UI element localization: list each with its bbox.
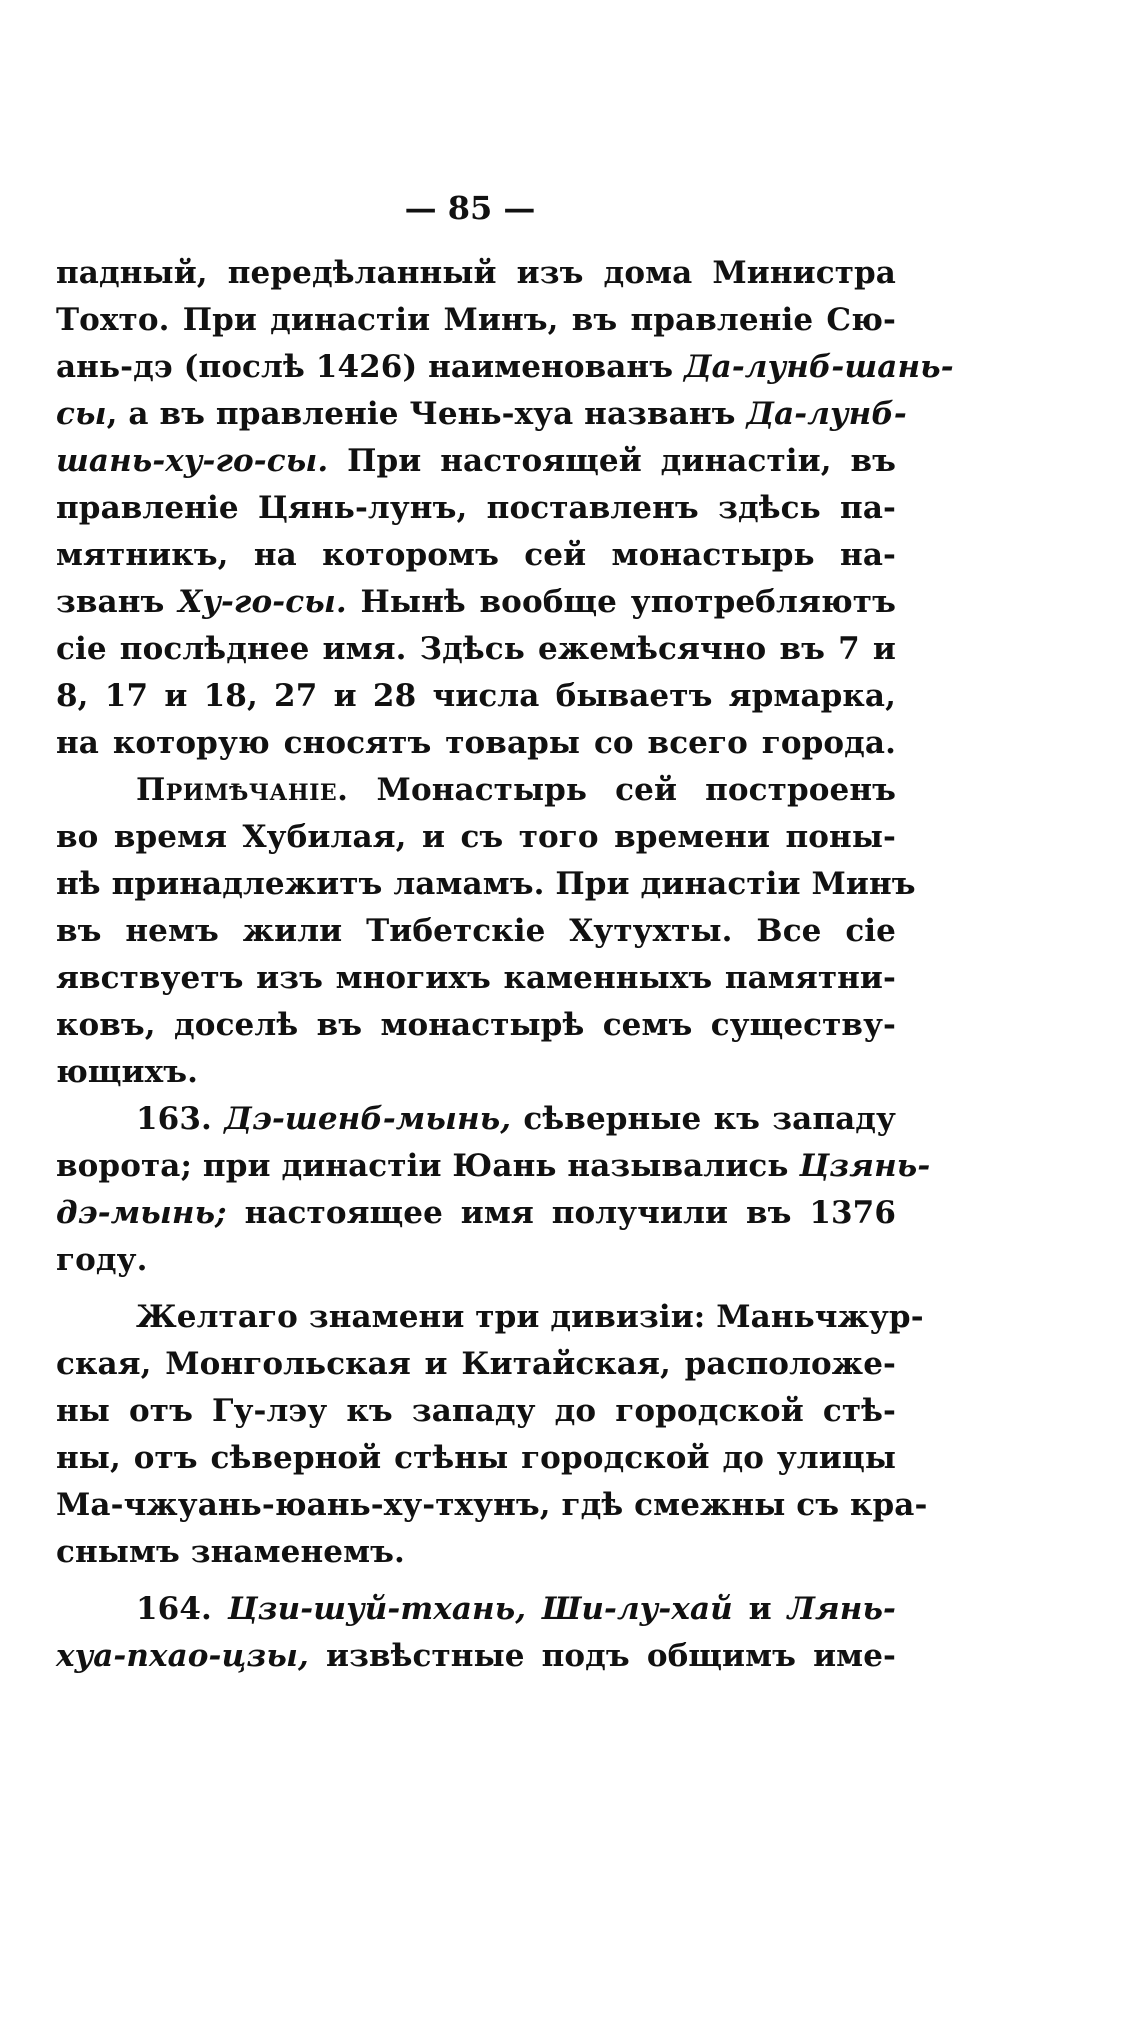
- text-fragment: и: [732, 1591, 788, 1627]
- text-line: Желтаго знамени три дивизіи: Маньчжур-: [136, 1299, 924, 1335]
- text-fragment: Монастырь сей построенъ: [348, 772, 896, 808]
- text-line: [56, 1586, 896, 1633]
- text-line: явствуетъ изъ многихъ каменныхъ памятни-: [56, 960, 896, 996]
- text-fragment: , а въ правленіе Чень-хуа названъ: [106, 396, 747, 432]
- text-fragment: настоящее имя получили въ 1376: [226, 1195, 896, 1231]
- paragraph-continuation: [56, 250, 954, 767]
- text-fragment: Нынѣ вообще употребляютъ: [346, 584, 896, 620]
- text-fragment: При настоящей династіи, въ: [328, 443, 896, 479]
- italic-name: Ху-го-сы.: [178, 584, 347, 620]
- text-line: [56, 579, 896, 626]
- text-line: [56, 1143, 931, 1190]
- italic-name: Цзянь-: [799, 1148, 931, 1184]
- text-line: нѣ принадлежитъ ламамъ. При династіи Минъ: [56, 866, 916, 902]
- text-line: на которую сносятъ товары со всего города.: [56, 725, 896, 761]
- italic-name: Да-лунб-: [746, 396, 907, 432]
- yellow-banner-paragraph: [56, 1294, 928, 1576]
- text-line: 8, 17 и 18, 27 и 28 числа бываетъ ярмарка,: [56, 678, 896, 714]
- text-line: [56, 438, 896, 485]
- text-fragment: ворота; при династіи Юань назывались: [56, 1148, 800, 1184]
- text-line: мятникъ, на которомъ сей монастырь на-: [56, 537, 896, 573]
- text-line: [56, 767, 896, 814]
- text-fragment: ань-дэ (послѣ 1426) наименованъ: [56, 349, 684, 385]
- italic-name: хуа-пхао-цзы,: [56, 1638, 309, 1674]
- entry-number: 163.: [136, 1101, 225, 1137]
- italic-name: Лянь-: [787, 1591, 896, 1627]
- text-line: году.: [56, 1242, 148, 1278]
- entry-number: 164.: [136, 1591, 228, 1627]
- text-line: правленіе Цянь-лунъ, поставленъ здѣсь па-: [56, 490, 896, 526]
- italic-name: Ши-лу-хай: [541, 1591, 733, 1627]
- page-text: [56, 250, 954, 1680]
- italic-name: Дэ-шенб-мынь,: [224, 1101, 512, 1137]
- paragraph-gap: [56, 1284, 896, 1294]
- entry-163: [56, 1096, 931, 1284]
- text-fragment: извѣстные подъ общимъ име-: [308, 1638, 896, 1674]
- note-label: Примѣчаніе.: [136, 772, 349, 808]
- paragraph-gap: [56, 1576, 896, 1586]
- text-line: Ма-чжуань-юань-ху-тхунъ, гдѣ смежны съ кра-: [56, 1487, 928, 1523]
- text-line: [56, 1096, 896, 1143]
- text-line: [56, 344, 954, 391]
- text-line: [56, 1190, 896, 1237]
- text-line: въ немъ жили Тибетскіе Хутухты. Все сіе: [56, 913, 896, 949]
- text-line: ковъ, доселѣ въ монастырѣ семъ существу-: [56, 1007, 896, 1043]
- text-fragment: сѣверные къ западу: [511, 1101, 897, 1137]
- text-line: снымъ знаменемъ.: [56, 1534, 405, 1570]
- text-line: ны отъ Гу-лэу къ западу до городской стѣ-: [56, 1393, 896, 1429]
- text-line: во время Хубилая, и съ того времени поны-: [56, 819, 896, 855]
- italic-name: шань-ху-го-сы.: [56, 443, 329, 479]
- text-line: Тохто. При династіи Минъ, въ правленіе Сю-: [56, 302, 896, 338]
- italic-name: сы: [56, 396, 107, 432]
- italic-name: Да-лунб-шань-: [683, 349, 954, 385]
- text-line: ющихъ.: [56, 1054, 198, 1090]
- text-line: сіе послѣднее имя. Здѣсь ежемѣсячно въ 7 и: [56, 631, 896, 667]
- italic-name: дэ-мынь;: [56, 1195, 227, 1231]
- text-line: падный, передѣланный изъ дома Министра: [56, 255, 896, 291]
- italic-name: Цзи-шуй-тхань,: [227, 1591, 527, 1627]
- text-line: ская, Монгольская и Китайская, расположе-: [56, 1346, 896, 1382]
- page-number: — 85 —: [404, 189, 536, 227]
- text-line: ны, отъ сѣверной стѣны городской до улицы: [56, 1440, 896, 1476]
- text-fragment: званъ: [56, 584, 179, 620]
- text-line: [56, 391, 907, 438]
- text-fragment: [526, 1591, 542, 1627]
- text-line: [56, 1633, 896, 1680]
- note-paragraph: [56, 767, 916, 1096]
- entry-164: [56, 1586, 896, 1680]
